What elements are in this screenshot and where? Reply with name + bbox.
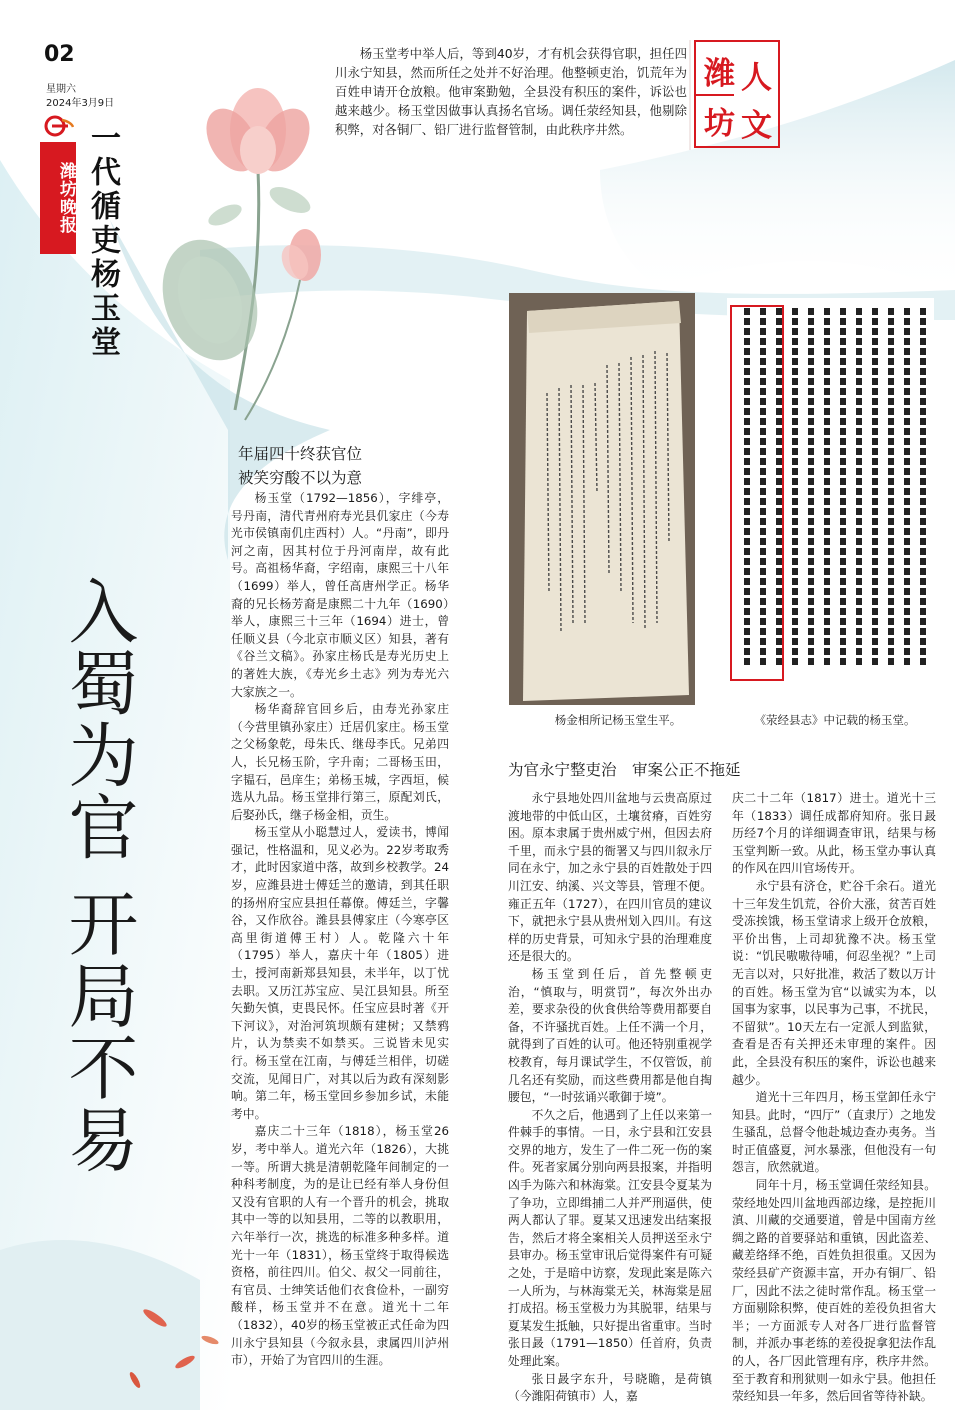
photo-caption-2: 《荥经县志》中记载的杨玉堂。 xyxy=(754,713,916,727)
section-stamp xyxy=(694,40,780,148)
photo-caption-1: 杨金相所记杨玉堂生平。 xyxy=(554,713,682,727)
lotus-flower-icon xyxy=(196,88,320,180)
main-headline: 入蜀为官 开局不易 xyxy=(57,575,139,1176)
section2-paragraph: 张日晸字东升，号晓瞻，是荷镇（今潍阳荷镇市）人，嘉 xyxy=(508,1371,712,1404)
section2-body-col1 xyxy=(508,790,712,1406)
stamp-char-4: 文 xyxy=(741,108,772,144)
section1-paragraph: 杨玉堂从小聪慧过人，爱读书，博闻强记，性格温和，见义必为。22岁考取秀才，此时因家道中落，故到乡校教学。24岁，应潍县进士傅廷兰的邀请，到其任职的扬州府宝应县担任幕僚。傅廷兰，字馨谷，又作欣谷。潍县县傅家庄（今寒亭区高里街道傅王村）人。乾隆六十年（1795）举人，嘉庆十年（1805）进士，授河南新郑县知县，未半年，以丁忧去职。又历江苏宝应、吴江县知县。所至矢勤矢慎，吏畏民怀。任宝应县时著《开下河议》，对治河筑坝颇有建树；又禁鸦片，认为禁卖不如禁买。三说皆未见实行。杨玉堂在江南，与傅廷兰相伴，切磋交流，见闻日广，对其以后为政有深刻影响。第二年，杨玉堂回乡参加乡试，未能考中。 xyxy=(231,825,449,1121)
section1-paragraph: 杨玉堂（1792—1856），字绯亭，号丹南，清代青州府寿光县仉家庄（今寿光市侯镇南仉庄西村）人。“丹南”，即丹河之南，因其村位于丹河南岸，故有此号。高祖杨华裔，字绍南，康熙三十八年（1699）举人，曾任高唐州学正。杨华裔的兄长杨芳裔是康熙二十九年（1690）举人，康熙三十三年（1694）进士，曾任顺义县（今北京市顺义区）知县，著有《谷兰文稿》。孙家庄杨氏是寿光历史上的著姓大族，《寿光乡土志》列为寿光六大家族之一。 xyxy=(231,491,449,699)
wave-bottom-left xyxy=(0,1240,200,1410)
section1-subhead xyxy=(238,442,508,490)
section1-subhead-line2: 被笑穷酸不以为意 xyxy=(238,469,363,487)
lead-summary: 杨玉堂考中举人后，等到40岁，才有机会获得官职，担任四川永宁知县，然而所任之处并不好治理。他整顿吏治，饥荒年为百姓申请开仓放粮。他审案勤勉，全县没有积压的案件，诉讼也越来越少。杨玉堂因做事认真扬名官场。调任荥经知县，他剔除积弊，对各铜厂、铅厂进行监督管制，由此秩序井然。 xyxy=(335,46,687,137)
section2-subhead: 为官永宁整吏治 审案公正不拖延 xyxy=(508,761,741,779)
section2-paragraph: 道光十三年四月，杨玉堂卸任永宁知县。此时，“四厅”（直隶厅）之地发生骚乱，总督令他赴城边查办夷务。当时正值盛夏，河水暴涨，但他没有一句怨言，欣然就道。 xyxy=(732,1090,936,1175)
stamp-divider xyxy=(696,94,734,96)
stamp-char-2: 人 xyxy=(741,60,772,96)
manuscript-photo xyxy=(509,293,695,705)
section2-body-col2 xyxy=(732,790,936,1406)
newspaper-logo-icon xyxy=(44,115,74,137)
stamp-char-3: 坊 xyxy=(704,106,735,142)
issue-date: 2024年3月9日 xyxy=(46,98,115,109)
section1-paragraph: 嘉庆二十三年（1818），杨玉堂26岁，考中举人。道光六年（1826），大挑一等。所谓大挑是清朝乾隆年间制定的一种科考制度，为的是让已经有举人身份但又没有官职的人有一个晋升的机会，挑取其中一等的以知县用，二等的以教职用，六年举行一次，挑选的标准多种多样。道光十一年（1831），杨玉堂终于取得候选资格，前往四川。伯父、叔父一同前往，有官员、士绅笑话他们衣食俭朴，一副穷酸样，杨玉堂并不在意。道光十二年（1832），40岁的杨玉堂被正式任命为四川永宁县知县（今叙永县，隶属四川泸州市），开始了为官四川的生涯。 xyxy=(231,1124,449,1368)
section2-paragraph: 永宁县地处四川盆地与云贵高原过渡地带的中低山区，土壤贫瘠，百姓穷困。原本隶属于贵州威宁州，但因去府千里，而永宁县的衙署又与四川叙永厅同在永宁，加之永宁县的百姓散处于四川江安、纳溪、兴文等县，管理不便。雍正五年（1727），在四川官员的建议下，就把永宁县从贵州划入四川。有这样的历史背景，可知永宁县的治理难度还是很大的。 xyxy=(508,791,712,964)
gazetteer-photo xyxy=(727,298,934,691)
page-title: 一代循吏杨玉堂 xyxy=(85,122,120,360)
section1-paragraph: 杨华裔辞官回乡后，由寿光孙家庄（今营里镇孙家庄）迁居仉家庄。杨玉堂之父杨象乾，母朱氏、继母李氏。兄弟四人，长兄杨玉阶，字升南；二哥杨玉田，字韫石，邑庠生；弟杨玉城，字西垣，候选从九品。杨玉堂排行第三，原配刘氏，后娶孙氏，继子杨金相，贡生。 xyxy=(231,702,449,822)
page-number: 02 xyxy=(44,42,75,67)
section2-paragraph: 杨玉堂到任后，首先整顿吏治，“慎取与，明赏罚”，每次外出办差，要求杂役的伙食供给等费用都要自备，不许骚扰百姓。上任不满一个月，就得到了百姓的认可。他还特别重视学校教育，每月课试学生，不仅管饭，前几名还有奖励，而这些费用都是他自掏腰包，“一时弦诵兴歌御于境”。 xyxy=(508,966,712,1105)
stamp-char-1: 潍 xyxy=(704,56,735,92)
section2-paragraph: 永宁县有济仓，贮谷千余石。道光十三年发生饥荒，谷价大涨，贫苦百姓受冻挨饿，杨玉堂请求上级开仓放粮，平价出售，上司却犹豫不决。杨玉堂说：“饥民嗷嗷待哺，何忍坐视？”上司无言以对，只好批准，救活了数以万计的百姓。杨玉堂为官“以诚实为本，以国事为家事，以民事为己事，不扰民，不留狱”。10天左右一定派人到监狱，查看是否有关押还未审理的案件。因此，全县没有积压的案件，诉讼也越来越少。 xyxy=(732,878,936,1087)
weekday: 星期六 xyxy=(46,84,76,95)
section1-subhead-line1: 年届四十终获官位 xyxy=(238,445,363,463)
section1-body xyxy=(231,490,449,1370)
section2-paragraph: 不久之后，他遇到了上任以来第一件棘手的事情。一日，永宁县和江安县交界的地方，发生了一件二死一伤的案件。死者家属分别向两县报案，并指明凶手为陈六和林海棠。江安县令夏某为了争功，立即缉捕二人并严刑逼供，使两人都认了罪。夏某又迅速发出结案报告，然后才将全案相关人员押送至永宁县审办。杨玉堂审讯后觉得案件有可疑之处，于是暗中访察，发现此案是陈六一人所为，与林海棠无关，林海棠是屈打成招。杨玉堂极力为其脱罪，结果与夏某发生抵触，只好提出省重审。当时张日晸（1791—1850）任首府，负责处理此案。 xyxy=(508,1107,712,1368)
section2-paragraph: 同年十月，杨玉堂调任荥经知县。荥经地处四川盆地西部边缘，是控扼川滇、川藏的交通要道，曾是中国南方丝绸之路的首要驿站和重镇，因此盗差、藏差络绎不绝，百姓负担很重。又因为荥经县矿产资源丰富，开办有铜厂、铅厂，因此不法之徒时常作乱。杨玉堂一方面剔除积弊，使百姓的差役负担省大半；一方面派专人对各厂进行监督管制，并派办事老练的差役捉拿犯法作乱的人，各厂因此管理有序，秩序井然。至于教育和刑狱则一如永宁县。他担任荥经知县一年多，然后回省等待补缺。 xyxy=(732,1178,936,1404)
section2-paragraph: 庆二十二年（1817）进士。道光十三年（1833）调任成都府知府。张日晸历经7个月的详细调查审讯，结果与杨玉堂判断一致。从此，杨玉堂办事认真的作风在四川官场传开。 xyxy=(732,791,936,876)
newspaper-name: 潍坊晚报 xyxy=(40,142,76,254)
